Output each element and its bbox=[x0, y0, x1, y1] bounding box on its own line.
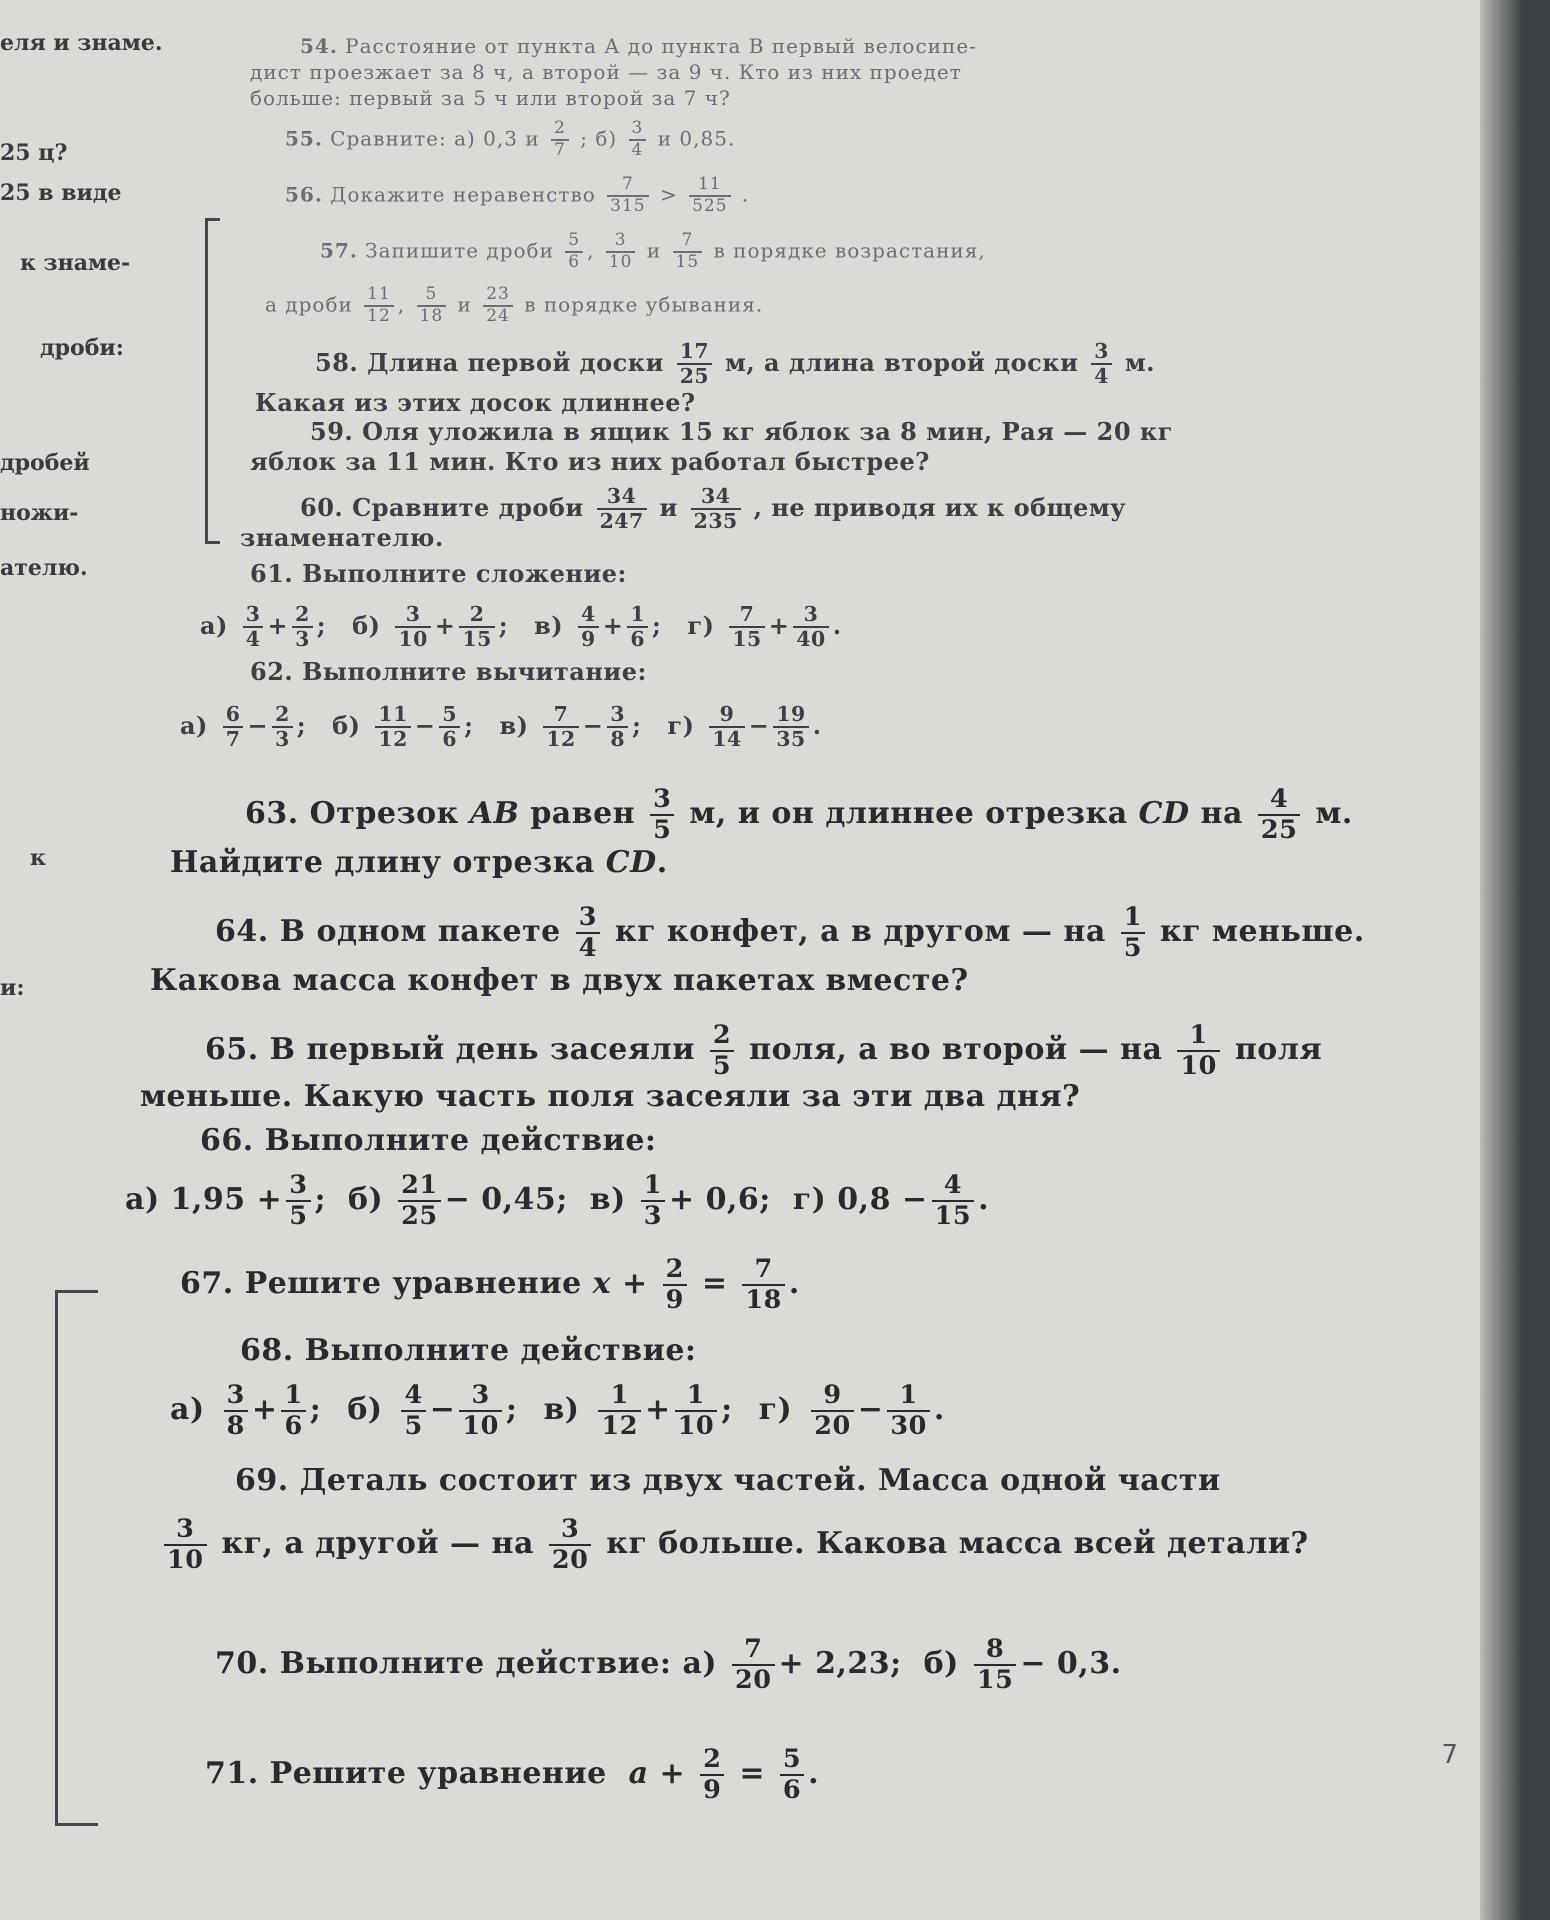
expression-item: б) $\frac{3}{10}$ + $\frac{2}{15}$ ; bbox=[352, 602, 509, 652]
fraction: $\frac{7}{315}$ bbox=[607, 176, 648, 216]
exercise-62: 62. Выполните вычитание: bbox=[250, 657, 647, 686]
fraction: $\frac{8}{15}$ bbox=[974, 1636, 1017, 1694]
left-fragment: дроби: bbox=[40, 335, 124, 361]
fraction: $\frac{34}{235}$ bbox=[691, 486, 741, 533]
expression-item: в) $\frac{1}{12}$ + $\frac{1}{10}$ ; bbox=[543, 1380, 733, 1441]
exercise-63-line2: Найдите длину отрезка CD. bbox=[170, 845, 668, 880]
fraction: $\frac{3}{8}$ bbox=[224, 1382, 248, 1440]
fraction: $\frac{7}{18}$ bbox=[742, 1256, 785, 1314]
expression-item: г) $\frac{7}{15}$ + $\frac{3}{40}$ . bbox=[687, 602, 842, 652]
exercise-list bbox=[125, 34, 1380, 1856]
exercise-54-line3: больше: первый за 5 ч или второй за 7 ч? bbox=[250, 86, 731, 110]
fraction: $\frac{3}{10}$ bbox=[164, 1516, 207, 1574]
exercise-67: 67. Решите уравнение x + $\frac{2}{9}$ = $\frac{7}{18}$ . bbox=[180, 1254, 800, 1315]
left-fragment: 25 ц? bbox=[0, 140, 68, 166]
exercise-60: 60. Сравните дроби $\frac{34}{247}$ и $\frac{34}{235}$ , не приводя их к общему bbox=[300, 484, 1127, 534]
exercise-68-items bbox=[170, 1382, 971, 1440]
fraction: $\frac{3}{10}$ bbox=[459, 1382, 502, 1440]
exercise-56: 56. Докажите неравенство $\frac{7}{315}$ > $\frac{11}{525}$ . bbox=[285, 174, 750, 216]
fraction: $\frac{2}{9}$ bbox=[663, 1256, 687, 1314]
fraction: $\frac{3}{40}$ bbox=[793, 604, 828, 651]
left-fragment: 25 в виде bbox=[0, 180, 122, 206]
fraction: $\frac{3}{20}$ bbox=[549, 1516, 592, 1574]
fraction: $\frac{1}{6}$ bbox=[281, 1382, 305, 1440]
fraction: $\frac{5}{6}$ bbox=[565, 232, 583, 272]
fraction: $\frac{5}{18}$ bbox=[417, 286, 447, 326]
exercise-68: 68. Выполните действие: bbox=[240, 1333, 697, 1368]
expression-item: а) $\frac{6}{7}$ − $\frac{2}{3}$ ; bbox=[180, 702, 307, 752]
fraction: $\frac{7}{20}$ bbox=[732, 1636, 775, 1694]
fraction: $\frac{3}{5}$ bbox=[650, 786, 674, 844]
exercise-66: 66. Выполните действие: bbox=[200, 1123, 657, 1158]
expression-item: г) $\frac{9}{14}$ − $\frac{19}{35}$ . bbox=[667, 702, 822, 752]
exercise-54-line2: дист проезжает за 8 ч, а второй — за 9 ч. Кто из них проедет bbox=[250, 60, 962, 84]
fraction: $\frac{21}{25}$ bbox=[398, 1172, 441, 1230]
exercise-66-items: а) 1,95 + $\frac{3}{5}$ ; б) $\frac{21}{25}$ − 0,45; в) $\frac{1}{3}$ + 0,6; г) 0,8 − $\frac{4}{15}$ . bbox=[125, 1170, 990, 1231]
left-fragment: ателю. bbox=[0, 555, 88, 581]
page-number: 7 bbox=[1441, 1740, 1458, 1770]
expression-item: б) $\frac{11}{12}$ − $\frac{5}{6}$ ; bbox=[332, 702, 474, 752]
exercise-65-line2: меньше. Какую часть поля засеяли за эти два дня? bbox=[140, 1079, 1081, 1114]
fraction: $\frac{7}{15}$ bbox=[729, 604, 764, 651]
left-fragment: ножи- bbox=[0, 500, 79, 526]
fraction: $\frac{23}{24}$ bbox=[483, 286, 513, 326]
exercise-58: 58. Длина первой доски $\frac{17}{25}$ м, а длина второй доски $\frac{3}{4}$ м. bbox=[315, 339, 1156, 389]
exercise-55: 55. Сравните: а) 0,3 и $\frac{2}{7}$ ; б) $\frac{3}{4}$ и 0,85. bbox=[285, 118, 736, 160]
exercise-59: 59. Оля уложила в ящик 15 кг яблок за 8 мин, Рая — 20 кг bbox=[310, 417, 1173, 446]
fraction: $\frac{4}{5}$ bbox=[401, 1382, 425, 1440]
exercise-59-line2: яблок за 11 мин. Кто из них работал быстрее? bbox=[250, 447, 930, 476]
exercise-61: 61. Выполните сложение: bbox=[250, 559, 627, 588]
section-bracket bbox=[55, 1290, 98, 1826]
exercise-57: 57. Запишите дроби $\frac{5}{6}$ , $\frac{3}{10}$ и $\frac{7}{15}$ в порядке возрастания, bbox=[320, 230, 986, 272]
fraction: $\frac{2}{5}$ bbox=[710, 1022, 734, 1080]
exercise-70: 70. Выполните действие: а) $\frac{7}{20}$ + 2,23; б) $\frac{8}{15}$ − 0,3. bbox=[215, 1634, 1122, 1695]
fraction: $\frac{11}{12}$ bbox=[364, 286, 394, 326]
fraction: $\frac{9}{14}$ bbox=[709, 704, 744, 751]
fraction: $\frac{3}{4}$ bbox=[629, 120, 647, 160]
fraction: $\frac{3}{10}$ bbox=[395, 604, 430, 651]
fraction: $\frac{3}{4}$ bbox=[243, 604, 264, 651]
left-fragment: дробей bbox=[0, 450, 90, 476]
fraction: $\frac{34}{247}$ bbox=[597, 486, 647, 533]
fraction: $\frac{1}{10}$ bbox=[675, 1382, 718, 1440]
expression-item: в) $\frac{7}{12}$ − $\frac{3}{8}$ ; bbox=[499, 702, 642, 752]
expression-item: а) $\frac{3}{4}$ + $\frac{2}{3}$ ; bbox=[200, 602, 327, 652]
fraction: $\frac{3}{4}$ bbox=[1091, 341, 1112, 388]
fraction: $\frac{1}{10}$ bbox=[1177, 1022, 1220, 1080]
fraction: $\frac{4}{9}$ bbox=[578, 604, 599, 651]
exercise-71: 71. Решите уравнение a + $\frac{2}{9}$ = $\frac{5}{6}$ . bbox=[205, 1744, 820, 1805]
left-fragment: к bbox=[30, 845, 46, 871]
fraction: $\frac{7}{12}$ bbox=[543, 704, 578, 751]
expression-item: б) $\frac{4}{5}$ − $\frac{3}{10}$ ; bbox=[347, 1380, 518, 1441]
fraction: $\frac{3}{8}$ bbox=[607, 704, 628, 751]
fraction: $\frac{3}{4}$ bbox=[576, 904, 600, 962]
fraction: $\frac{3}{5}$ bbox=[286, 1172, 310, 1230]
left-fragment: и: bbox=[0, 975, 25, 1001]
expression-item: а) $\frac{3}{8}$ + $\frac{1}{6}$ ; bbox=[170, 1380, 322, 1441]
fraction: $\frac{1}{12}$ bbox=[598, 1382, 641, 1440]
exercise-62-items bbox=[180, 704, 848, 751]
fraction: $\frac{3}{10}$ bbox=[606, 232, 636, 272]
fraction: $\frac{2}{3}$ bbox=[292, 604, 313, 651]
exercise-69: 69. Деталь состоит из двух частей. Масса одной части bbox=[235, 1463, 1221, 1498]
left-fragment: к знаме- bbox=[20, 250, 131, 276]
fraction: $\frac{7}{15}$ bbox=[673, 232, 703, 272]
exercise-61-items bbox=[200, 604, 868, 651]
fraction: $\frac{4}{15}$ bbox=[932, 1172, 975, 1230]
fraction: $\frac{11}{12}$ bbox=[375, 704, 410, 751]
exercise-65: 65. В первый день засеяли $\frac{2}{5}$ поля, а во второй — на $\frac{1}{10}$ поля bbox=[205, 1020, 1323, 1081]
fraction: $\frac{1}{3}$ bbox=[641, 1172, 665, 1230]
fraction: $\frac{4}{25}$ bbox=[1258, 786, 1301, 844]
fraction: $\frac{1}{30}$ bbox=[887, 1382, 930, 1440]
exercise-63: 63. Отрезок AB равен $\frac{3}{5}$ м, и он длиннее отрезка CD на $\frac{4}{25}$ м. bbox=[245, 784, 1353, 845]
fraction: $\frac{5}{6}$ bbox=[780, 1746, 804, 1804]
fraction: $\frac{2}{3}$ bbox=[272, 704, 293, 751]
exercise-58-line2: Какая из этих досок длиннее? bbox=[255, 388, 696, 417]
exercise-64-line2: Какова масса конфет в двух пакетах вместе? bbox=[150, 963, 969, 998]
fraction: $\frac{5}{6}$ bbox=[439, 704, 460, 751]
fraction: $\frac{1}{5}$ bbox=[1121, 904, 1145, 962]
fraction: $\frac{2}{15}$ bbox=[459, 604, 494, 651]
exercise-54: 54. Расстояние от пункта А до пункта В первый велосипе- bbox=[300, 34, 977, 58]
fraction: $\frac{1}{6}$ bbox=[627, 604, 648, 651]
expression-item: г) $\frac{9}{20}$ − $\frac{1}{30}$ . bbox=[758, 1380, 945, 1441]
fraction: $\frac{2}{7}$ bbox=[551, 120, 569, 160]
exercise-69-line2: $\frac{3}{10}$ кг, а другой — на $\frac{3}{20}$ кг больше. Какова масса всей детали? bbox=[160, 1516, 1309, 1574]
expression-item: в) $\frac{4}{9}$ + $\frac{1}{6}$ ; bbox=[534, 602, 662, 652]
left-fragment: еля и знаме. bbox=[0, 30, 163, 56]
exercise-57-line2: а дроби $\frac{11}{12}$ , $\frac{5}{18}$ и $\frac{23}{24}$ в порядке убывания. bbox=[265, 284, 764, 326]
exercise-64: 64. В одном пакете $\frac{3}{4}$ кг конфет, а в другом — на $\frac{1}{5}$ кг меньше. bbox=[215, 902, 1365, 963]
fraction: $\frac{2}{9}$ bbox=[700, 1746, 724, 1804]
fraction: $\frac{19}{35}$ bbox=[773, 704, 808, 751]
fraction: $\frac{6}{7}$ bbox=[223, 704, 244, 751]
fraction: $\frac{17}{25}$ bbox=[677, 341, 712, 388]
fraction: $\frac{11}{525}$ bbox=[689, 176, 730, 216]
fraction: $\frac{9}{20}$ bbox=[811, 1382, 854, 1440]
exercise-60-line2: знаменателю. bbox=[240, 523, 444, 552]
